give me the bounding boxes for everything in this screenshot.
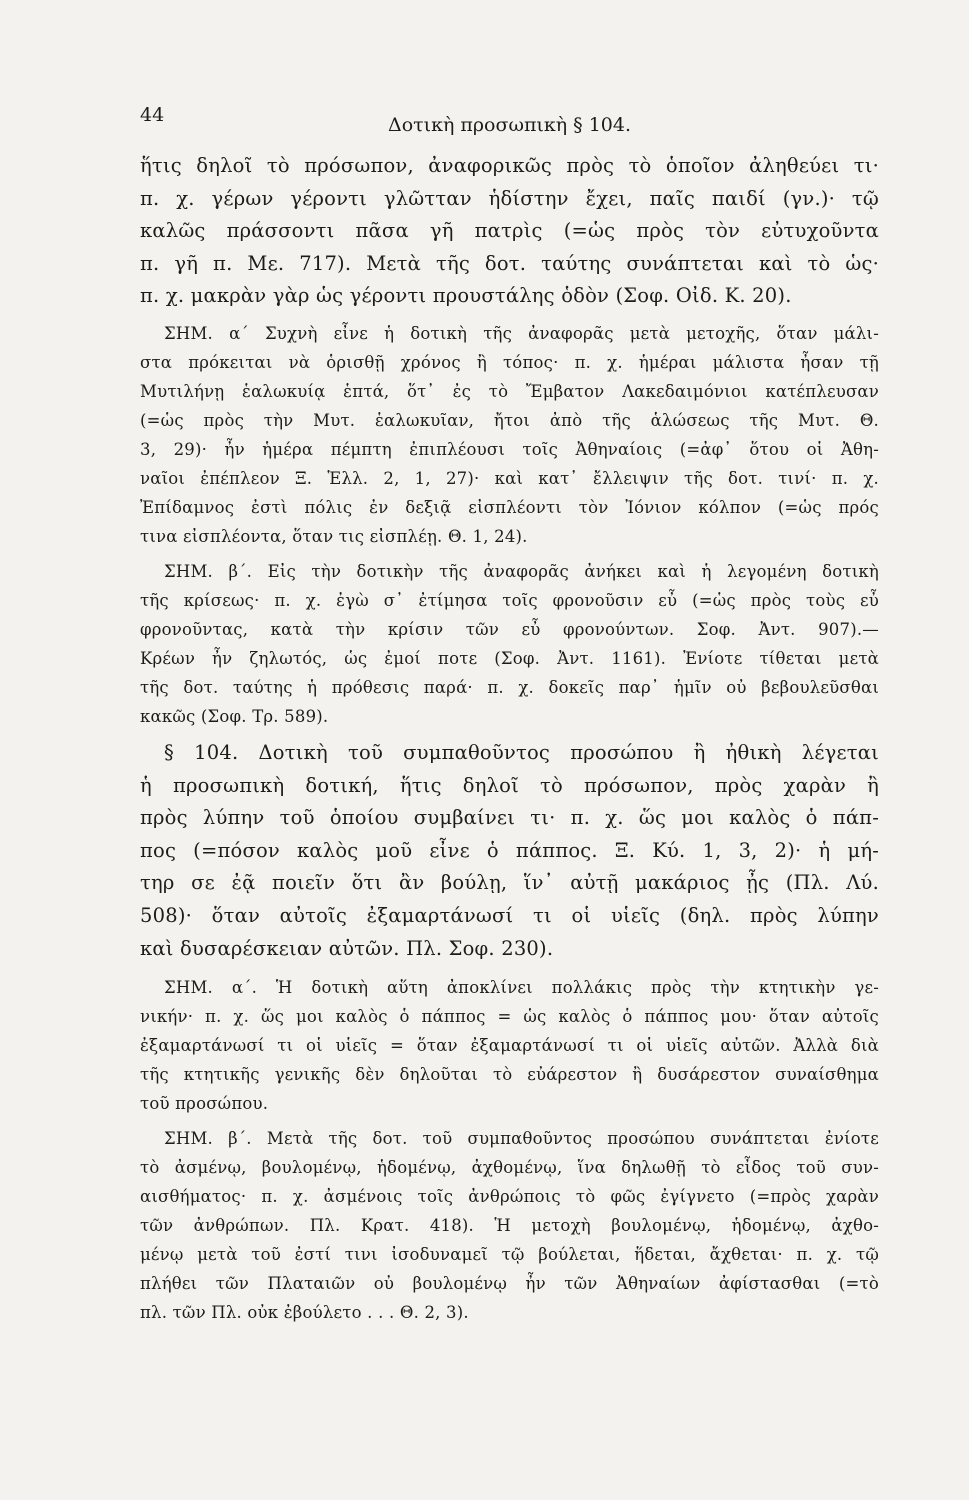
- text-line: τῆς κρίσεως· π. χ. ἐγὼ σ᾽ ἐτίμησα τοῖς φρονοῦσιν εὖ (=ὡς πρὸς τοὺς εὖ: [140, 590, 879, 610]
- text-line: 508)· ὅταν αὐτοῖς ἐξαμαρτάνωσί τι οἱ υἱεῖς (δηλ. πρὸς λύπην: [140, 903, 879, 927]
- note-b-paragraph: [140, 557, 879, 731]
- text-line: τῆς δοτ. ταύτης ἡ πρόθεσις παρά· π. χ. δοκεῖς παρ᾽ ἡμῖν οὐ βεβουλεῦσθαι: [140, 677, 879, 697]
- text-line: π. γῆ π. Με. 717). Μετὰ τῆς δοτ. ταύτης συνάπτεται καὶ τὸ ὡς·: [140, 251, 879, 275]
- text-line: καλῶς πράσσοντι πᾶσα γῆ πατρὶς (=ὡς πρὸς τὸν εὐτυχοῦντα: [140, 219, 879, 243]
- text-line: τηρ σε ἐᾷ ποιεῖν ὅτι ἂν βούλῃ, ἵν᾽ αὐτῇ μακάριος ᾖς (Πλ. Λύ.: [140, 871, 879, 895]
- text-line: τὸ ἀσμένῳ, βουλομένῳ, ἡδομένῳ, ἀχθομένῳ, ἵνα δηλωθῇ τὸ εἶδος τοῦ συν-: [140, 1158, 879, 1178]
- text-line: φρονοῦντας, κατὰ τὴν κρίσιν τῶν εὖ φρονούντων. Σοφ. Ἀντ. 907).—: [140, 619, 879, 639]
- note-a2-paragraph: [140, 973, 879, 1118]
- text-line: ἡ προσωπικὴ δοτική, ἥτις δηλοῖ τὸ πρόσωπον, πρὸς χαρὰν ἢ: [140, 773, 879, 797]
- text-line: Μυτιλήνῃ ἑαλωκυίᾳ ἑπτά, ὅτ᾽ ἐς τὸ Ἔμβατον Λακεδαιμόνιοι κατέπλευσαν: [140, 381, 879, 401]
- text-line: τῶν ἀνθρώπων. Πλ. Κρατ. 418). Ἡ μετοχὴ βουλομένῳ, ἡδομένῳ, ἀχθο-: [140, 1216, 879, 1236]
- text-line: ἐξαμαρτάνωσί τι οἱ υἱεῖς = ὅταν ἐξαμαρτάνωσί τι οἱ υἱεῖς αὐτῶν. Ἀλλὰ διὰ: [140, 1036, 879, 1056]
- text-line: π. χ. γέρων γέροντι γλῶτταν ἡδίστην ἔχει, παῖς παιδί (γν.)· τῷ: [140, 186, 879, 210]
- section-104-paragraph: [140, 737, 879, 965]
- text-line: τοῦ προσώπου.: [140, 1094, 269, 1114]
- text-line: κακῶς (Σοφ. Τρ. 589).: [140, 706, 329, 726]
- text-line: ἥτις δηλοῖ τὸ πρόσωπον, ἀναφορικῶς πρὸς τὸ ὁποῖον ἀληθεύει τι·: [140, 154, 879, 177]
- running-title: Δοτικὴ προσωπικὴ § 104.: [387, 114, 632, 136]
- page-header: [140, 104, 879, 134]
- text-line: Ἐπίδαμνος ἐστὶ πόλις ἐν δεξιᾷ εἰσπλέοντι τὸν Ἰόνιον κόλπον (=ὡς πρός: [140, 497, 879, 517]
- note-a-paragraph: [140, 319, 879, 551]
- text-line: τινα εἰσπλέοντα, ὅταν τις εἰσπλέῃ. Θ. 1, 24).: [140, 526, 528, 546]
- intro-paragraph: [140, 150, 879, 313]
- page-body: [140, 150, 879, 1327]
- text-line: (=ὡς πρὸς τὴν Μυτ. ἑαλωκυῖαν, ἤτοι ἀπὸ τῆς ἁλώσεως τῆς Μυτ. Θ.: [140, 410, 879, 430]
- text-line: καὶ δυσαρέσκειαν αὐτῶν. Πλ. Σοφ. 230).: [140, 936, 554, 960]
- text-line: π. χ. μακρὰν γὰρ ὡς γέροντι προυστάλης ὁδὸν (Σοφ. Οἰδ. Κ. 20).: [140, 284, 792, 308]
- text-line: τῆς κτητικῆς γενικῆς δὲν δηλοῦται τὸ εὐάρεστον ἢ δυσάρεστον συναίσθημα: [140, 1065, 879, 1085]
- text-line: ναῖοι ἐπέπλεον Ξ. Ἑλλ. 2, 1, 27)· καὶ κατ᾽ ἔλλειψιν τῆς δοτ. τινί· π. χ.: [140, 468, 879, 488]
- text-line: στα πρόκειται νὰ ὁρισθῇ χρόνος ἢ τόπος· π. χ. ἡμέραι μάλιστα ἦσαν τῇ: [140, 352, 879, 372]
- section-heading-line: § 104. Δοτικὴ τοῦ συμπαθοῦντος προσώπου ἢ ἠθικὴ λέγεται: [164, 740, 879, 764]
- text-line: πλήθει τῶν Πλαταιῶν οὐ βουλομένῳ ἦν τῶν Ἀθηναίων ἀφίστασθαι (=τὸ: [140, 1274, 879, 1294]
- note-b2-paragraph: [140, 1124, 879, 1327]
- text-line: ΣΗΜ. β΄. Μετὰ τῆς δοτ. τοῦ συμπαθοῦντος προσώπου συνάπτεται ἐνίοτε: [164, 1129, 879, 1149]
- text-line: πος (=πόσον καλὸς μοῦ εἶνε ὁ πάππος. Ξ. Κύ. 1, 3, 2)· ἡ μή-: [140, 838, 879, 862]
- text-line: μένῳ μετὰ τοῦ ἐστί τινι ἰσοδυναμεῖ τῷ βούλεται, ἥδεται, ἄχθεται· π. χ. τῷ: [140, 1245, 879, 1265]
- text-line: ΣΗΜ. β΄. Εἰς τὴν δοτικὴν τῆς ἀναφορᾶς ἀνήκει καὶ ἡ λεγομένη δοτικὴ: [164, 561, 879, 581]
- text-line: πλ. τῶν Πλ. οὐκ ἐβούλετο . . . Θ. 2, 3).: [140, 1303, 469, 1323]
- text-line: 3, 29)· ἦν ἡμέρα πέμπτη ἐπιπλέουσι τοῖς Ἀθηναίοις (=ἀφ᾽ ὅτου οἱ Ἀθη-: [140, 439, 879, 459]
- text-line: ΣΗΜ. α΄. Ἡ δοτικὴ αὕτη ἀποκλίνει πολλάκις πρὸς τὴν κτητικὴν γε-: [164, 978, 879, 998]
- text-line: Κρέων ἦν ζηλωτός, ὡς ἐμοί ποτε (Σοφ. Ἀντ. 1161). Ἐνίοτε τίθεται μετὰ: [140, 648, 879, 668]
- page-number: 44: [140, 104, 165, 126]
- text-line: νικήν· π. χ. ὥς μοι καλὸς ὁ πάππος = ὡς καλὸς ὁ πάππος μου· ὅταν αὐτοῖς: [140, 1007, 879, 1027]
- text-line: αισθήματος· π. χ. ἀσμένοις τοῖς ἀνθρώποις τὸ φῶς ἐγίγνετο (=πρὸς χαρὰν: [140, 1187, 879, 1207]
- text-line: πρὸς λύπην τοῦ ὁποίου συμβαίνει τι· π. χ. ὥς μοι καλὸς ὁ πάπ-: [140, 806, 879, 830]
- text-line: ΣΗΜ. α΄ Συχνὴ εἶνε ἡ δοτικὴ τῆς ἀναφορᾶς μετὰ μετοχῆς, ὅταν μάλι-: [164, 323, 879, 343]
